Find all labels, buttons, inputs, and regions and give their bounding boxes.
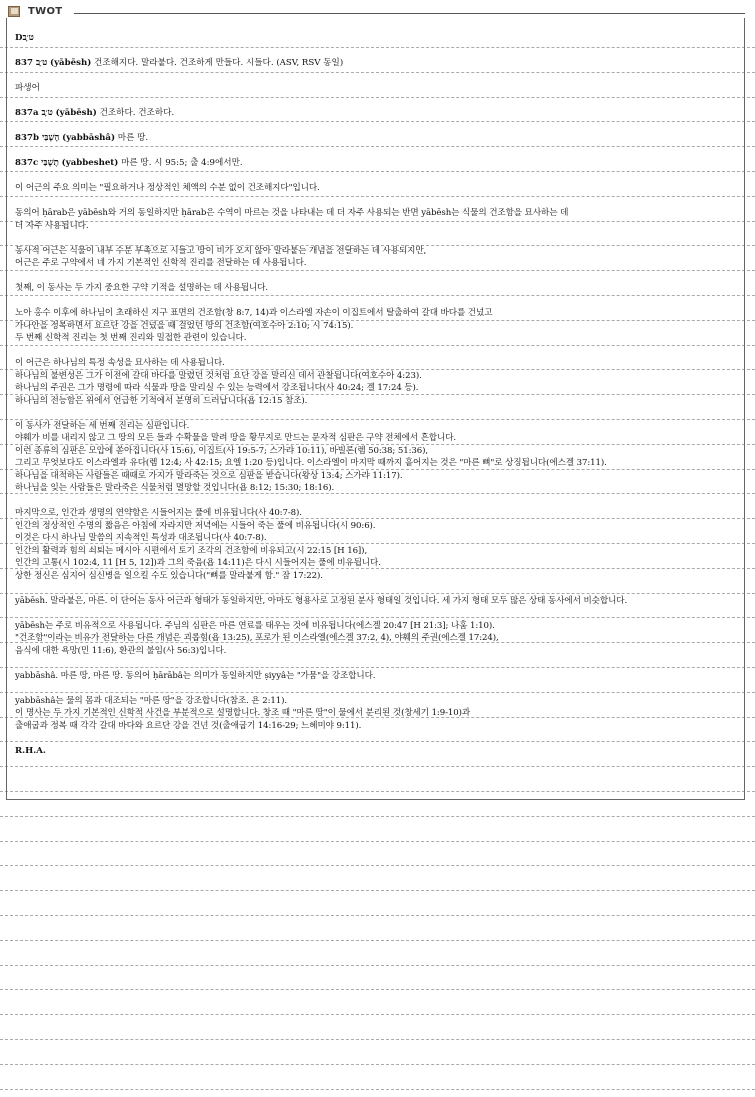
paragraph-line: yābēsh. 말라붙은, 마른. 이 단어는 동사 어근과 형태가 동일하지만, 아마도 형용사로 고정된 분사 형태일 것입니다. 세 가지 형태 모두 많은 상태 동사에서 비슷합니다. [15,595,628,606]
paragraph-line: 출애굽과 정복 때 각각 갈대 바다와 요르단 강을 건넌 것(출애굽기 14:16-29; 느헤미야 9:11). [15,720,362,731]
paragraph-line: 상한 정신은 심지어 심신병을 일으킬 수도 있습니다("뼈를 말라붙게 함." 잠 17:22). [15,570,323,581]
rule-line [0,1014,755,1015]
paragraph-line: 이 어근의 주요 의미는 "필요하거나 정상적인 체액의 수분 없이 건조해지다"입니다. [15,183,320,193]
paragraph-line: 인간의 고통(시 102:4, 11 [H 5, 12])과 그의 죽음(욥 14:11)은 다시 시들어지는 풀에 비유됩니다. [15,558,381,568]
entry-heading: Dט׳ָב [15,33,34,43]
main-root-translit: (yābēsh) [50,58,92,68]
paragraph-line: "건조함"이라는 비유가 전달하는 다른 개념은 괴롭힘(욥 13:25), 포로가 된 이스라엘(에스겔 37:2, 4), 야훼의 주권(에스겔 17:24), [15,633,499,643]
paragraph-line: 어근은 주로 구약에서 네 가지 기본적인 신학적 진리를 전달하는 데 사용됩니다. [15,258,307,268]
main-root-gloss: 건조해지다. 말라붙다. 건조하게 만들다. 시들다. (ASV, RSV 동일) [94,58,344,68]
main-root-ref: 837 ט׳ָב [15,58,48,68]
derivatives-label: 파생어 [15,83,40,93]
derivative-item: 837c תֶשֶׁבַּי (yabbeshet) 마른 땅. 시 95:5; 출 4:9에서만. [15,158,243,168]
derivative-item: 837a ט׳ָב (yābēsh) 건조하다. 건조하다. [15,108,175,118]
paragraph-line: 노아 홍수 이후에 하나님이 초래하신 지구 표면의 건조함(창 8:7, 14)과 이스라엘 자손이 이집트에서 탈출하여 갈대 바다를 건넜고 [15,308,493,318]
paragraph-line: 동의어 ḥārab은 yābēsh와 거의 동일하지만 ḥārab은 수역이 마르는 것을 나타내는 데 더 자주 사용되는 반면 yābēsh는 식물의 건조함을 묘사하는 데 [15,208,569,218]
rule-line [0,1089,755,1090]
paragraph-line: 인간의 정상적인 수명의 짧음은 아침에 자라지만 저녁에는 시들어 죽는 풀에 비유됩니다(시 90:6). [15,520,376,531]
paragraph-line: 더 자주 사용됩니다. [15,220,89,231]
rule-line [0,1064,755,1065]
paragraph-line: 인간의 활력과 힘의 쇠퇴는 메시아 시편에서 토기 조각의 건조함에 비유되고(시 22:15 [H 16]), [15,545,368,556]
rule-line [0,915,755,916]
rule-line [0,965,755,966]
paragraph-line: 이런 종류의 심판은 모압에 쏟아집니다(사 15:6), 이집트(사 19:5-7; 스가랴 10:11), 바빌론(렘 50:38; 51:36), [15,445,428,456]
paragraph-line: 음식에 대한 욕망(민 11:6), 환관의 불임(사 56:3)입니다. [15,645,227,656]
main-root-line [15,57,735,70]
derivative-item: 837b הָשָׁבַּי (yabbāshâ) 마른 땅. [15,133,149,143]
rule-line [0,841,755,842]
author-signature: R.H.A. [15,745,46,756]
paragraph-line: yābēsh는 주로 비유적으로 사용됩니다. 주님의 심판은 마른 연료를 태우는 것에 비유됩니다(에스겔 20:47 [H 21:3]; 나훔 1:10). [15,620,495,631]
paragraph-line: 동사적 어근은 식물이 내부 수분 부족으로 시들고 땅이 비가 오지 않아 말라붙는 개념을 전달하는 데 사용되지만, [15,245,427,256]
paragraph-line: yabbāshâ는 물의 몸과 대조되는 "마른 땅"을 강조합니다(참조. 욘 2:11). [15,695,288,706]
paragraph-line: 이 명사는 두 가지 기본적인 신학적 사건을 부분적으로 설명합니다. 창조 때 "마른 땅"이 물에서 분리된 것(창세기 1:9-10)과 [15,708,471,718]
app-title: TWOT [28,5,63,17]
rule-line [0,816,755,817]
paragraph-line: 야훼가 비를 내리지 않고 그 땅의 모든 들과 수확물을 말려 땅을 황무지로 만드는 문자적 심판은 구약 전체에서 흔합니다. [15,433,457,443]
paragraph-line: 가나안을 정복하면서 요르단 강을 건넜을 때 걸었던 땅의 건조함(여호수아 2:10; 시 74:15). [15,320,354,331]
paragraph-line: 이 어근은 하나님의 특정 속성을 묘사하는 데 사용됩니다. [15,358,225,368]
paragraph-line: 하나님을 대적하는 사람들은 때때로 가지가 말라죽는 것으로 심판을 받습니다(왕상 13:4; 스가랴 11:17). [15,470,403,481]
rule-line [0,940,755,941]
header-divider [74,13,745,14]
paragraph-line: 그리고 무엇보다도 이스라엘과 유다(렘 12:4; 사 42:15; 요엘 1:20 등)입니다. 이스라엘이 마지막 때까지 흩어지는 것은 "마른 뼈"로 상징됩니다(에스겔 37:11). [15,458,607,468]
paragraph-line: 두 번째 신학적 진리는 첫 번째 진리와 밀접한 관련이 있습니다. [15,333,247,343]
entry-paragraphs [15,182,735,745]
book-icon [8,6,20,17]
rule-line [0,989,755,990]
paragraph-line: 하나님의 주권은 그가 명령에 따라 식물과 땅을 말리실 수 있는 능력에서 강조됩니다(사 40:24; 겔 17:24 등). [15,383,419,393]
paragraph-line: 이것은 다시 하나님 말씀의 지속적인 특성과 대조됩니다(사 40:7-8). [15,533,267,543]
entry-content [15,32,735,757]
paragraph-line: yabbāshâ. 마른 땅, 마른 땅. 동의어 ḥārābâ는 의미가 동일하지만 ṣiyyâ는 "가뭄"을 강조합니다. [15,670,376,681]
rule-line [0,865,755,866]
paragraph-line: 하나님의 불변성은 그가 이전에 갈대 바다를 말렸던 것처럼 요단 강을 말리신 데서 관찰됩니다(여호수아 4:23). [15,370,422,381]
entry-panel [6,18,745,800]
paragraph-line: 이 동사가 전달하는 세 번째 진리는 심판입니다. [15,420,190,431]
paragraph-line: 하나님의 전능함은 위에서 언급한 기적에서 분명히 드러납니다(욥 12:15 참조). [15,395,308,406]
app-header [8,4,68,18]
rule-line [0,890,755,891]
rule-line [0,1039,755,1040]
paragraph-line: 첫째, 이 동사는 두 가지 중요한 구약 기적을 설명하는 데 사용됩니다. [15,283,269,293]
paragraph-line: 마지막으로, 인간과 생명의 연약함은 시들어지는 풀에 비유됩니다(사 40:7-8). [15,508,302,518]
paragraph-line: 하나님을 잊는 사람들은 말라죽은 식물처럼 멸망할 것입니다(욥 8:12; 15:30; 18:16). [15,483,335,493]
